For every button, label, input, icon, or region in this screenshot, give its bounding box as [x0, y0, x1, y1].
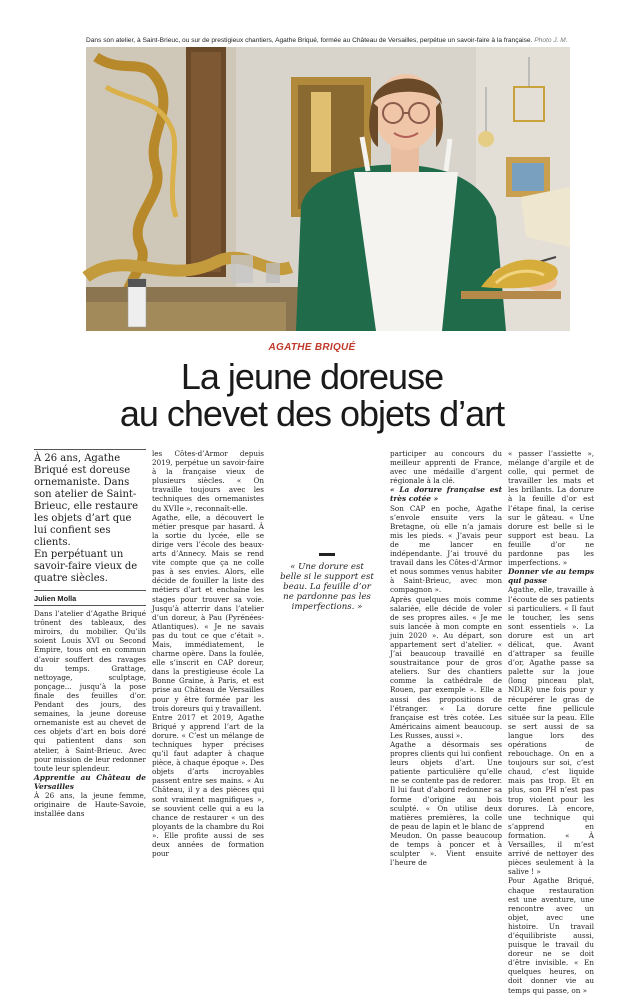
chapo-paragraph: En perpétuant un savoir-faire vieux de quatre siècles. [34, 549, 138, 584]
article-photo [86, 47, 570, 331]
chapo-paragraph: À 26 ans, Agathe Briqué est doreuse ornemaniste. Dans son atelier de Saint-Brieuc, elle restaure les objets d’art que lui confient ses clients. [34, 453, 139, 548]
body-paragraph: « passer l’assiette », mélange d’argile et de colle, qui permet de travailler les mats et les brillants. La dorure à la feuille d’or est l’étape final, la cerise sur le gâteau. « Une dorure est belle si le support est beau. La feuille d’or ne pardonne pas les imperfections. » [508, 449, 594, 568]
photo-credit: Photo J. M. [534, 37, 568, 44]
pull-quote-text: « Une dorure est belle si le support est beau. La feuille d’or ne pardonne pas les imperfections. » [280, 562, 374, 612]
section-subhead: Donner vie au temps qui passe [508, 567, 594, 586]
article-kicker: AGATHE BRIQUÉ [268, 342, 356, 353]
body-paragraph: Entre 2017 et 2019, Agathe Briqué y apprend l’art de la dorure. « C’est un mélange de techniques hyper précises qu’il faut adapter à chaque pièce, à chaque époque ». Des objets d’arts incroyables passent entre ses mains. « Au Château, il y a des pièces qui sont vraiment magnifiques », se souvient celle qui a eu la chance de restaurer « un des ployants de la chambre du Roi ». Elle profite aussi de ses deux années de formation pour [152, 712, 264, 859]
body-paragraph: Son CAP en poche, Agathe s’envole ensuite vers la Bretagne, où elle n’a jamais mis les pieds. « J’avais peur de me lancer en indépendante. J’ai trouvé du travail dans les Côtes-d’Armor et nous sommes venus habiter à Saint-Brieuc, avec mon compagnon ». [390, 503, 502, 595]
caption-text: Dans son atelier, à Saint-Brieuc, ou sur de prestigieux chantiers, Agathe Briqué, formée au Château de Versailles, perpétue un savoir-faire à la française. [86, 37, 533, 44]
column-3 [390, 449, 502, 867]
body-paragraph: Dans l’atelier d’Agathe Briqué trônent des tableaux, des miroirs, du mobilier. Qu’ils soient Louis XVI ou Second Empire, tous ont en commun d’avoir souffert des ravages du temps. Grattage, nettoyage, sculptage, ponçage... jusqu’à la pose finale des feuilles d’or. Pendant des jours, des semaines, la jeune doreuse ornemaniste est au chevet de ces objets d’art en bois doré qui patientent dans son atelier, à Saint-Brieuc. Avec pour mission de leur redonner toute leur splendeur. [34, 609, 146, 773]
body-paragraph: Pour Agathe Briqué, chaque restauration est une aventure, une rencontre avec un objet, avec une histoire. Un travail d’équilibriste aussi, puisque le travail du doreur ne se doit d’être invisible. « En quelques heures, on doit donner vie au temps qui passe, on » [508, 876, 594, 995]
body-paragraph: À 26 ans, la jeune femme, originaire de Haute-Savoie, installée dans [34, 790, 146, 819]
section-subhead: Apprentie au Château de Versailles [34, 772, 146, 791]
column-4 [508, 449, 594, 995]
body-paragraph: Agathe, elle, travaille à l’écoute de ses patients si particuliers. « Il faut le toucher, les sens sont essentiels ». La dorure est un art délicat, que. Avant d’attraper sa feuille d’or, Agathe passe sa palette sur la joue (long pinceau plat, NDLR) une fois pour y récupérer le gras de cette fine pellicule située sur la peau. Elle se sert aussi de sa langue lors des opérations de rebouchage. On en a toujours sur soi, c’est chaud, c’est liquide mais pas trop. Et en plus, son PH n’est pas trop violent pour les dorures. Là encore, une technique qui s’apprend en formation. « À Versailles, il m’est arrivé de nettoyer des pièces seulement à la salive ! » [508, 585, 594, 877]
headline-line-2: au chevet des objets d’art [119, 393, 505, 434]
chapo-top-rule [34, 449, 146, 450]
pull-quote-bar [319, 553, 335, 556]
photo-illustration [86, 47, 570, 331]
pull-quote [280, 553, 374, 612]
byline-rule [34, 590, 146, 591]
section-subhead: « La dorure française est très cotée » [390, 485, 502, 504]
body-paragraph: Agathe, elle, a découvert le métier presque par hasard. À la sortie du lycée, elle se dirige vers l’école des beaux-arts d’Annecy. Mais se rend vite compte que ça ne colle pas à ses envies. Alors, elle décide de fouiller la liste des métiers d’art et enchaîne les stages pour trouver sa voie. Jusqu’à atterrir dans l’atelier d’un doreur, à Pau (Pyrénées-Atlantiques). « Je ne savais pas du tout ce que c’était ». Mais, immédiatement, le charme opère. Dans la foulée, elle s’inscrit en CAP doreur, dans la prestigieuse école La Bonne Graine, à Paris, et est prise au Château de Versailles pour y être formée par les trois doreurs qui y travaillent. [152, 512, 264, 713]
byline-rule [34, 605, 146, 606]
body-paragraph: les Côtes-d’Armor depuis 2019, perpétue un savoir-faire à la française vieux de plusieurs siècles. « On travaille toujours avec les techniques des ornemanistes du XVIIe », reconnaît-elle. [152, 449, 264, 513]
headline-line-1: La jeune doreuse [180, 356, 444, 397]
body-paragraph: Après quelques mois comme salariée, elle décide de voler de ses propres ailes. « Je me suis lancée à mon compte en juin 2020 ». Au départ, son appartement sert d’atelier. « J’ai beaucoup travaillé en soustraitance pour de gros ateliers. Sur des chantiers comme la cathédrale de Rouen, par exemple ». Elle a aussi des propositions de l’étranger. « La dorure française est très cotée. Les Américains aiment beaucoup. Les Russes, aussi ». [390, 594, 502, 740]
body-paragraph: Agathe a désormais ses propres clients qui lui confient leurs objets d’art. Une patiente particulière qu’elle ne se contente pas de redorer. Il lui faut d’abord redonner sa forme d’origine au bois sculpté. « On utilise deux matières premières, la colle de peau de lapin et le blanc de Meudon. On passe beaucoup de temps à poncer et à sculpter ». Vient ensuite l’heure de [390, 740, 502, 868]
article-author: Julien Molla [34, 594, 77, 603]
article-headline [0, 358, 624, 432]
body-paragraph: participer au concours du meilleur apprenti de France, avec une médaille d’argent régionale à la clé. [390, 449, 502, 486]
photo-caption [86, 37, 570, 44]
column-1 [34, 449, 146, 818]
column-2 [152, 449, 264, 858]
